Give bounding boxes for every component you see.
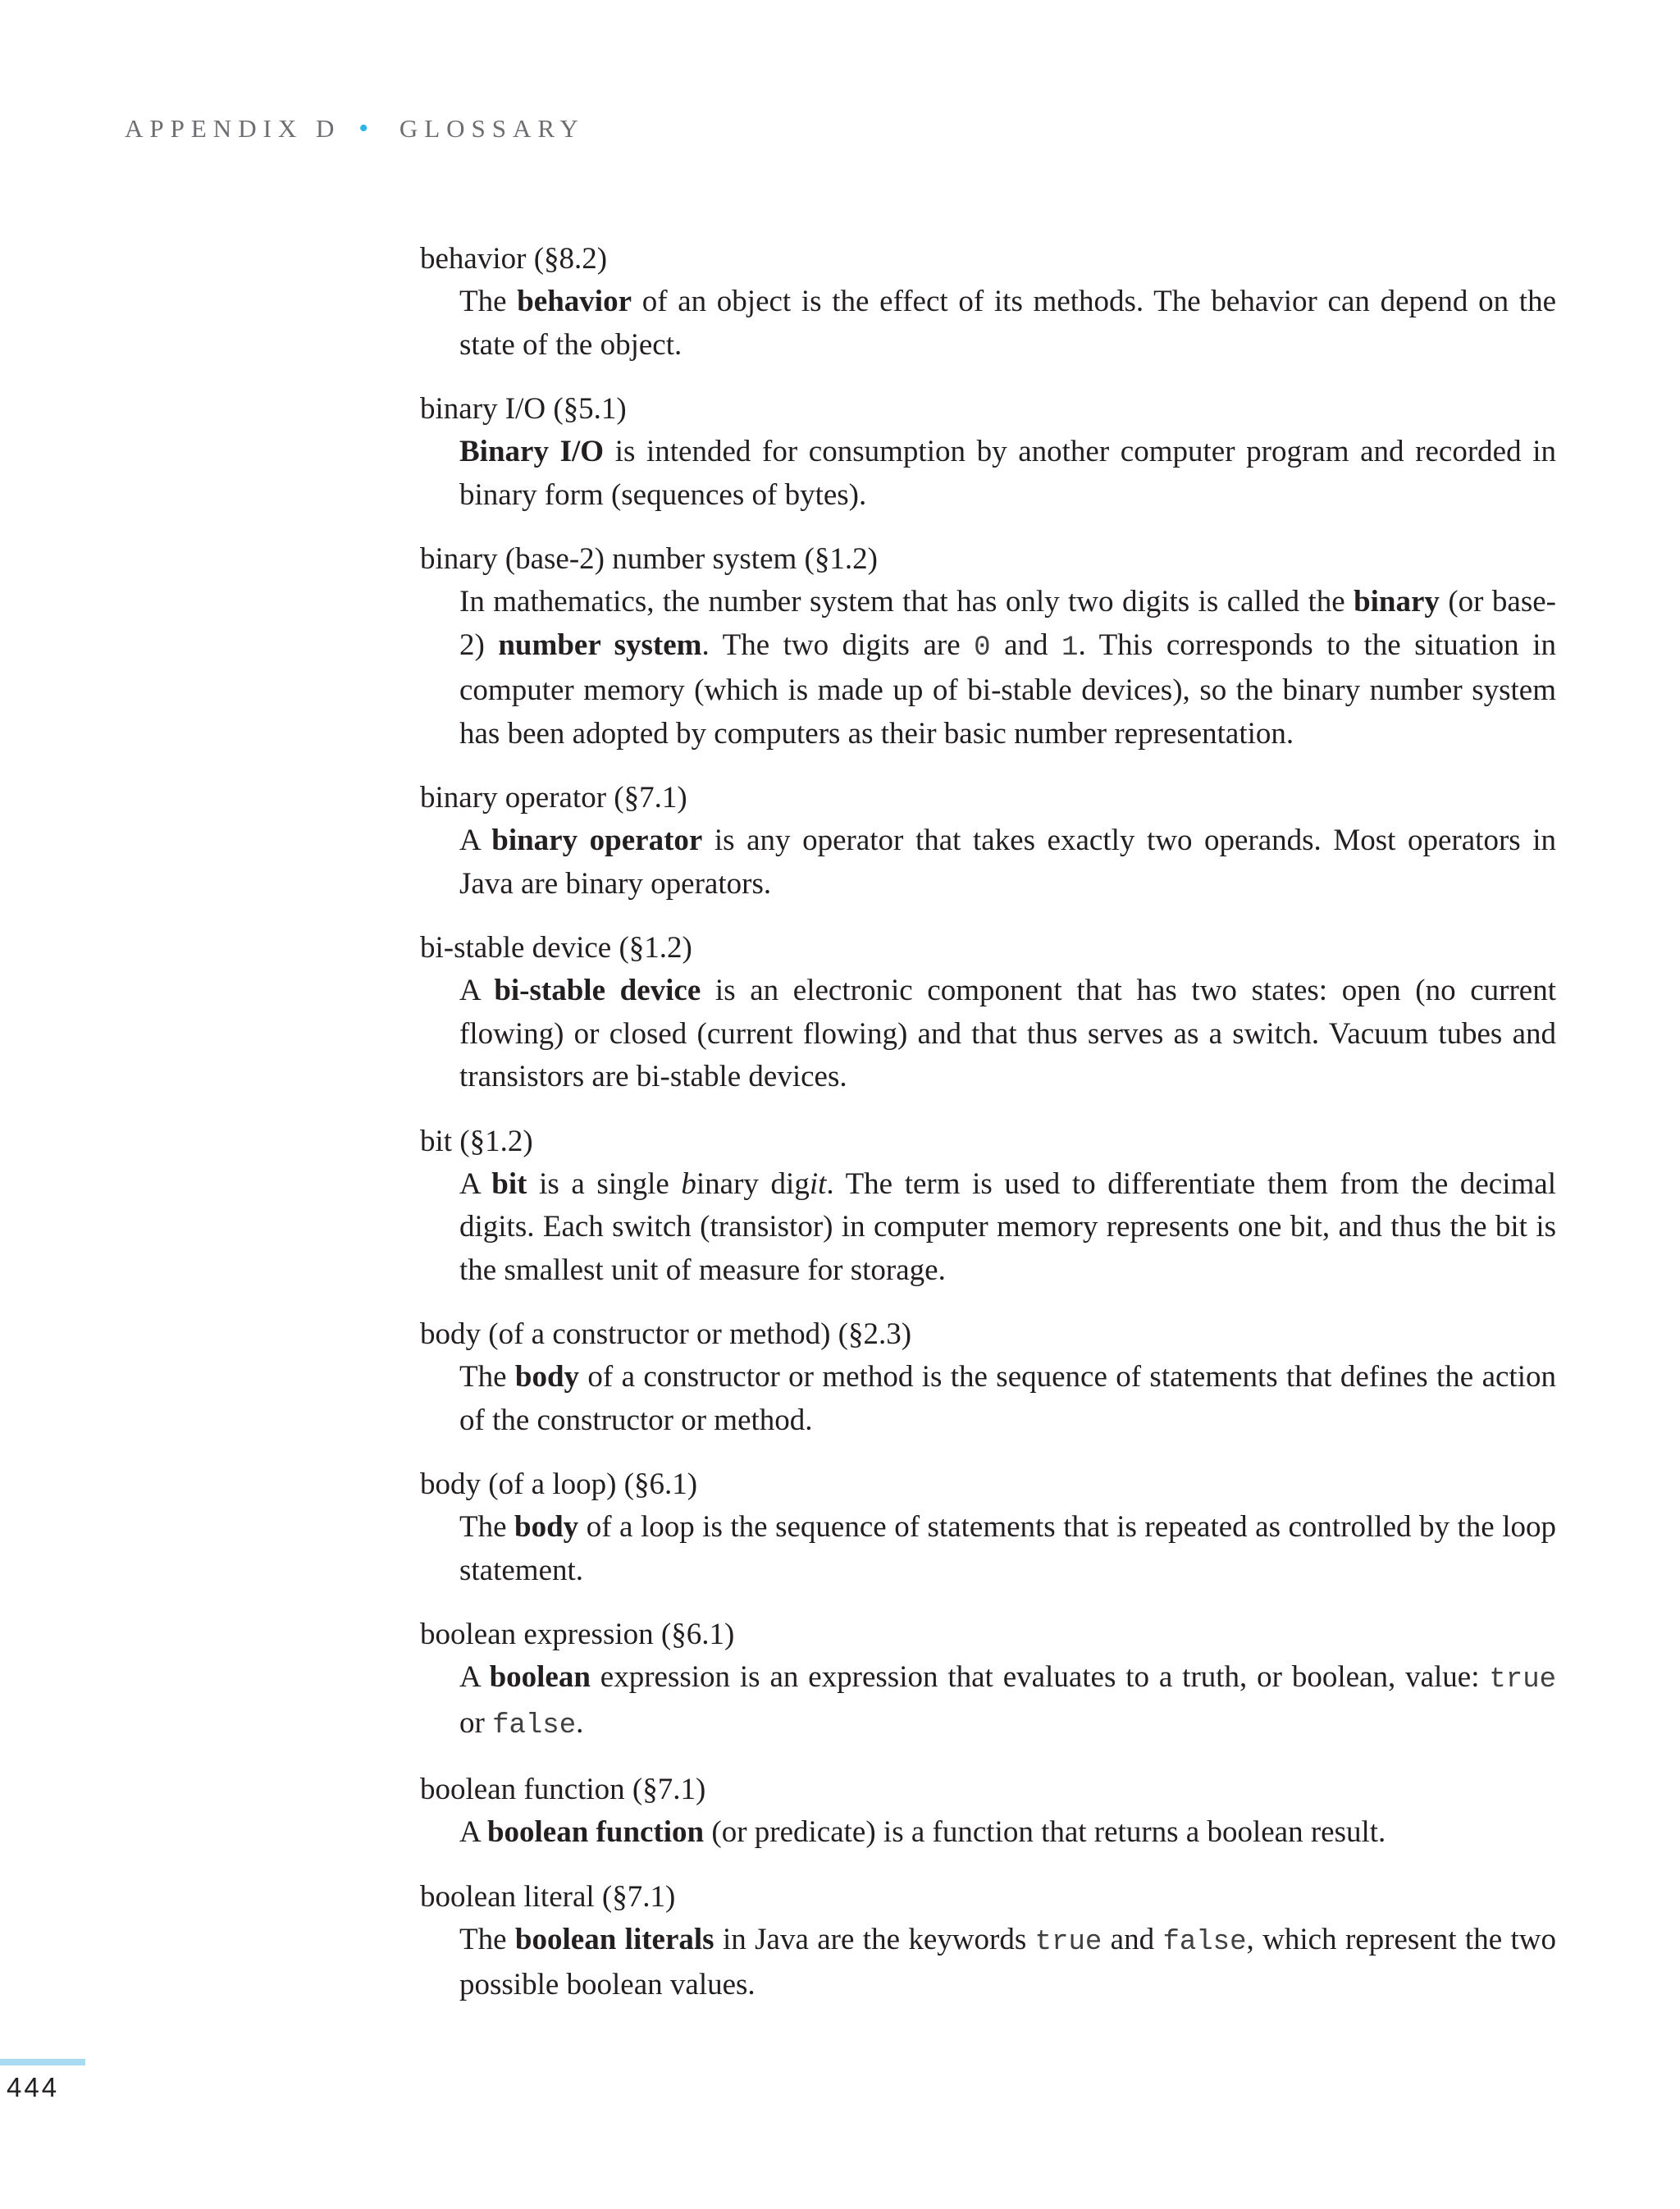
defined-term: boolean literals [514,1922,714,1956]
glossary-entry [420,388,1556,517]
running-head [125,113,585,144]
glossary-definition [459,1506,1556,1592]
defined-term: bit [491,1166,527,1201]
glossary-entry [420,1876,1556,2007]
definition-text: . The term is used to differentiate them from the decimal digits. Each switch (transistor) in computer memory represents one bit, and thus the bit is the smallest unit of measure for storage. [459,1166,1556,1287]
glossary-entry [420,927,1556,1099]
glossary-term: bit (§1.2) [420,1124,533,1158]
code-literal: 0 [974,632,991,664]
glossary-definition [459,1656,1556,1747]
code-literal: true [1489,1664,1557,1696]
code-literal: true [1034,1926,1102,1958]
definition-text: The [459,285,518,318]
definition-text: In mathematics, the number system that has only two digits is called the [459,585,1354,618]
definition-text: A [459,974,495,1007]
page-number: 444 [7,2072,60,2102]
definition-text: The [459,1510,515,1544]
glossary-term: bi-stable device (§1.2) [420,931,692,965]
glossary-definition [459,1163,1556,1293]
definition-text: of a loop is the sequence of statements that is repeated as controlled by the loop statement. [459,1510,1556,1587]
definition-text: A [459,1166,492,1201]
definition-text: . [576,1705,584,1740]
definition-text: of an object is the effect of its methods. The behavior can depend on the state of the object. [459,285,1556,362]
glossary-term: behavior (§8.2) [420,242,608,276]
defined-term: body [514,1360,580,1394]
glossary-definition [459,970,1556,1099]
defined-term: body [514,1510,579,1544]
definition-text: A [459,1815,487,1849]
glossary-entry [420,1613,1556,1747]
emphasis-text: b [681,1166,696,1201]
definition-text: and [1102,1922,1163,1956]
glossary-definition [459,1356,1556,1442]
defined-term: Binary I/O [459,435,605,468]
defined-term: number system [498,628,702,662]
glossary-entry [420,1120,1556,1293]
definition-text: is a single [527,1166,682,1201]
glossary-definition [459,1811,1556,1855]
definition-text: A [459,1660,490,1694]
running-head-section: GLOSSARY [399,114,585,143]
definition-text: . The two digits are [701,628,975,662]
glossary-term: boolean function (§7.1) [420,1773,706,1806]
glossary-term: binary (base-2) number system (§1.2) [420,542,878,576]
defined-term: boolean [489,1660,591,1694]
definition-text: expression is an expression that evaluates to a truth, or boolean, value: [590,1660,1490,1694]
glossary-entry [420,1463,1556,1592]
code-literal: false [492,1709,577,1741]
defined-term: bi-stable device [494,974,701,1007]
glossary-list [420,238,1556,2029]
glossary-definition [459,431,1556,517]
definition-text: . This corresponds to the situation in computer memory (which is made up of bi-stable devices), so the binary number system has been adopted by computers as their basic number representation. [459,628,1556,751]
code-literal: false [1162,1926,1247,1958]
definition-text: (or base-2) [459,585,1556,662]
bullet-separator-icon: • [358,113,376,144]
glossary-definition [459,1919,1556,2007]
glossary-term: binary operator (§7.1) [420,781,687,815]
glossary-entry [420,538,1556,755]
glossary-entry [420,1313,1556,1442]
definition-text: of a constructor or method is the sequence of statements that defines the action of the constructor or method. [459,1360,1556,1437]
defined-term: boolean function [486,1815,705,1849]
glossary-term: body (of a constructor or method) (§2.3) [420,1317,912,1351]
definition-text: , which represent the two possible boolean values. [459,1922,1556,2001]
definition-text: inary dig [696,1166,810,1201]
glossary-definition [459,281,1556,367]
defined-term: behavior [517,285,632,318]
glossary-term: body (of a loop) (§6.1) [420,1467,698,1501]
definition-text: The [459,1922,515,1956]
definition-text: and [990,628,1062,662]
glossary-entry [420,238,1556,367]
glossary-term: binary I/O (§5.1) [420,392,627,426]
glossary-definition [459,581,1556,755]
glossary-definition [459,819,1556,906]
definition-text: or [459,1705,493,1740]
page-tab-bar [0,2059,85,2065]
definition-text: A [459,824,492,857]
defined-term: binary operator [491,824,703,857]
glossary-entry [420,777,1556,906]
definition-text: is any operator that takes exactly two operands. Most operators in Java are binary operators. [459,824,1557,901]
definition-text: is intended for consumption by another computer program and recorded in binary form (sequences of bytes). [459,435,1557,512]
running-head-appendix: APPENDIX D [125,114,341,143]
glossary-term: boolean expression (§6.1) [420,1618,735,1651]
defined-term: binary [1354,585,1440,618]
glossary-term: boolean literal (§7.1) [420,1879,676,1914]
code-literal: 1 [1061,632,1079,664]
glossary-entry [420,1769,1556,1855]
definition-text: in Java are the keywords [714,1922,1035,1956]
definition-text: (or predicate) is a function that returns a boolean result. [704,1815,1386,1849]
definition-text: The [459,1360,515,1394]
emphasis-text: it [809,1166,827,1201]
definition-text: is an electronic component that has two states: open (no current flowing) or closed (current flowing) and that thus serves as a switch. Vacuum tubes and transistors are bi-stable devices. [459,974,1556,1093]
